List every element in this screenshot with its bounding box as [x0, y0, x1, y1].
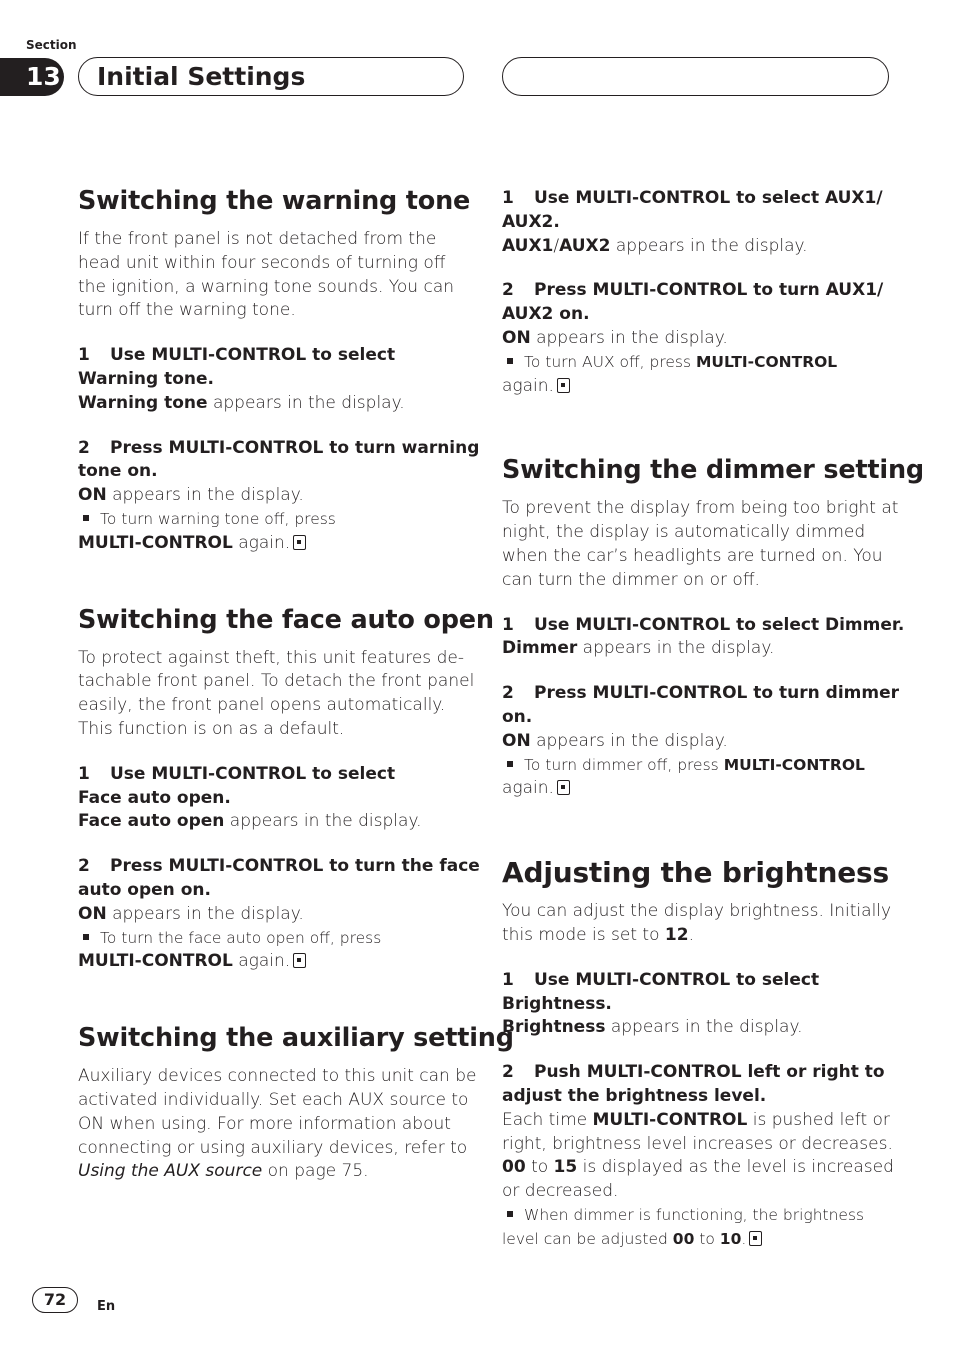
range-max: 10 — [719, 1229, 742, 1248]
note-keyword: MULTI-CONTROL — [696, 352, 838, 371]
result-keyword: ON — [78, 903, 107, 924]
result-text: appears in the display. — [610, 235, 808, 256]
bullet-square-icon — [83, 934, 89, 940]
heading-face-auto-open: Switching the face auto open — [78, 604, 494, 635]
result-text: appears in the display. — [224, 811, 422, 832]
heading-warning-tone: Switching the warning tone — [78, 186, 471, 216]
step-2-result — [78, 484, 466, 508]
intro-paragraph — [78, 1065, 477, 1184]
result-keyword: Warning tone — [78, 392, 208, 413]
section-aux-steps — [502, 187, 890, 398]
cross-reference: Using the AUX source — [78, 1161, 263, 1182]
step-2 — [78, 855, 480, 879]
step-number: 2 — [502, 683, 514, 704]
note-text: again. — [502, 778, 554, 799]
note-text: To turn the face auto open off, press — [100, 928, 382, 947]
result-text: appears in the display. — [605, 1017, 803, 1038]
section-warning-tone — [78, 183, 480, 556]
step-2-cont: auto open on. — [78, 879, 211, 900]
step-1-cont: AUX2. — [502, 211, 560, 232]
note-cont — [502, 375, 890, 399]
intro-line: activated individually. Set each AUX source to — [78, 1089, 469, 1110]
result-keyword: AUX2 — [559, 235, 611, 256]
step-text: Use MULTI-CONTROL to select Dimmer. — [534, 614, 905, 635]
intro-line: connecting or using auxiliary devices, refer to — [78, 1137, 468, 1158]
range-min: 00 — [672, 1229, 695, 1248]
note-cont — [78, 532, 466, 556]
end-mark-icon — [749, 1231, 762, 1246]
end-mark-icon — [293, 953, 306, 968]
intro-line: easily, the front panel opens automatically. — [78, 695, 446, 716]
intro-line: To prevent the display from being too bright at — [502, 498, 899, 519]
intro-line: To protect against theft, this unit features de- — [78, 647, 464, 668]
result-keyword: ON — [78, 485, 107, 506]
intro-line: tachable front panel. To detach the front panel — [78, 671, 475, 692]
bullet-square-icon — [507, 1211, 513, 1217]
step-2 — [502, 1061, 890, 1085]
step-number: 2 — [502, 280, 514, 301]
body-line — [502, 1109, 890, 1133]
result-text: appears in the display. — [530, 327, 728, 348]
intro-text: this mode is set to — [502, 924, 665, 945]
end-mark-icon — [293, 535, 306, 550]
step-1 — [78, 344, 466, 368]
note — [502, 1204, 890, 1228]
note — [502, 754, 890, 778]
result-keyword: Dimmer — [502, 638, 578, 659]
intro-line: Auxiliary devices connected to this unit can be — [78, 1066, 477, 1087]
note — [78, 508, 466, 532]
heading-brightness: Adjusting the brightness — [502, 856, 889, 890]
step-text: Push MULTI-CONTROL left or right to — [534, 1062, 885, 1083]
intro-line: ON when using. For more information about — [78, 1113, 451, 1134]
step-2-cont: AUX2 on. — [502, 304, 590, 325]
intro-line: You can adjust the display brightness. Initially — [502, 901, 892, 922]
intro-line — [502, 924, 890, 948]
step-1-cont: Warning tone. — [78, 368, 215, 389]
body-text: is displayed as the level is increased — [577, 1157, 894, 1178]
step-text: Use MULTI-CONTROL to select AUX1/ — [534, 188, 883, 208]
note-cont — [502, 1228, 890, 1252]
intro-line: the ignition, a warning tone sounds. You can — [78, 276, 455, 297]
result-text: appears in the display. — [106, 903, 304, 924]
section-brightness — [502, 855, 894, 1251]
note-keyword: MULTI-CONTROL — [723, 755, 865, 774]
result-text: appears in the display. — [207, 392, 405, 413]
step-2-result — [78, 903, 466, 927]
step-number: 1 — [502, 969, 514, 990]
note-text: When dimmer is functioning, the brightness — [524, 1205, 865, 1224]
note — [502, 351, 890, 375]
body-text: is pushed left or — [747, 1109, 890, 1130]
note-text: to — [694, 1229, 720, 1248]
step-1-cont: Face auto open. — [78, 787, 231, 808]
intro-line: turn off the warning tone. — [78, 300, 296, 321]
body-text: Each time — [502, 1109, 593, 1130]
note-text: To turn AUX off, press — [524, 352, 696, 371]
end-mark-icon — [557, 378, 570, 393]
right-column — [502, 187, 924, 1252]
step-2-cont: on. — [502, 706, 533, 727]
note-text: level can be adjusted — [502, 1229, 673, 1248]
body-line — [502, 1156, 894, 1180]
result-text: appears in the display. — [577, 638, 775, 659]
step-1-result — [78, 392, 466, 416]
step-1-result — [502, 637, 890, 661]
result-keyword: Brightness — [502, 1017, 606, 1038]
intro-line: when the car’s headlights are turned on. You — [502, 545, 883, 566]
step-number: 1 — [502, 188, 514, 208]
intro-line — [78, 1160, 466, 1184]
step-text: Use MULTI-CONTROL to select — [110, 763, 396, 784]
bullet-square-icon — [83, 515, 89, 521]
note-text: . — [741, 1229, 747, 1248]
step-text: Press MULTI-CONTROL to turn AUX1/ — [534, 280, 884, 301]
step-1 — [502, 187, 890, 211]
note-keyword: MULTI-CONTROL — [78, 532, 233, 553]
step-2-result — [502, 327, 890, 351]
step-2-result — [502, 730, 890, 754]
intro-paragraph — [502, 900, 890, 948]
section-title: Initial Settings — [78, 57, 464, 96]
bullet-square-icon — [507, 761, 513, 767]
result-text: appears in the display. — [530, 730, 728, 751]
body-keyword: MULTI-CONTROL — [592, 1109, 748, 1130]
range-max: 15 — [553, 1157, 578, 1178]
step-1-result — [78, 810, 466, 834]
section-face-auto-open — [78, 602, 494, 975]
note-text: To turn dimmer off, press — [524, 755, 724, 774]
step-number: 1 — [78, 763, 90, 784]
page-number: 72 — [32, 1287, 78, 1313]
intro-paragraph — [78, 228, 466, 323]
intro-paragraph — [78, 647, 475, 742]
step-text: Press MULTI-CONTROL to turn warning — [110, 437, 480, 458]
default-value: 12 — [664, 924, 689, 945]
step-text: Use MULTI-CONTROL to select — [110, 345, 396, 366]
intro-text: . — [688, 924, 694, 945]
step-1-result — [502, 1016, 890, 1040]
note-text: again. — [232, 532, 291, 553]
range-min: 00 — [502, 1157, 526, 1178]
intro-line: If the front panel is not detached from the — [78, 229, 437, 249]
result-keyword: Face auto open — [78, 811, 225, 832]
body-line: right, brightness level increases or decreases. — [502, 1133, 893, 1154]
intro-line: This function is on as a default. — [78, 718, 345, 739]
step-1-cont: Brightness. — [502, 993, 612, 1014]
step-2-cont: tone on. — [78, 461, 158, 482]
result-text: appears in the display. — [106, 485, 304, 506]
section-dimmer — [502, 452, 924, 801]
note-keyword: MULTI-CONTROL — [78, 951, 233, 972]
result-separator: / — [553, 235, 560, 256]
intro-line: night, the display is automatically dimmed — [502, 522, 866, 543]
note-text: again. — [232, 951, 291, 972]
step-number: 2 — [78, 437, 90, 458]
step-2-cont: adjust the brightness level. — [502, 1085, 767, 1106]
header-blank-pill — [502, 57, 889, 96]
step-text: Press MULTI-CONTROL to turn dimmer — [534, 683, 899, 704]
note-text: To turn warning tone off, press — [100, 509, 336, 528]
heading-dimmer: Switching the dimmer setting — [502, 455, 924, 486]
step-text: Press MULTI-CONTROL to turn the face — [110, 856, 480, 877]
body-line: or decreased. — [502, 1181, 619, 1202]
step-1 — [78, 763, 466, 787]
note — [78, 927, 466, 951]
result-keyword: ON — [502, 730, 531, 751]
note-cont — [502, 777, 890, 801]
language-code: En — [97, 1299, 116, 1314]
intro-line: can turn the dimmer on or off. — [502, 569, 760, 590]
intro-line: head unit within four seconds of turning off — [78, 252, 446, 273]
step-number: 2 — [502, 1062, 514, 1083]
intro-paragraph — [502, 497, 899, 592]
step-2 — [502, 682, 899, 706]
step-number: 2 — [78, 856, 90, 877]
bullet-square-icon — [507, 358, 513, 364]
section-label: Section — [26, 38, 77, 52]
step-number: 1 — [502, 614, 514, 635]
intro-text: on page 75. — [262, 1161, 369, 1182]
end-mark-icon — [557, 780, 570, 795]
note-cont — [78, 950, 466, 974]
step-number: 1 — [78, 345, 90, 366]
step-2 — [502, 279, 890, 303]
step-1 — [502, 969, 890, 993]
result-keyword: ON — [502, 327, 531, 348]
step-2 — [78, 437, 480, 461]
section-number-tab: 13 — [0, 58, 64, 96]
step-1 — [502, 614, 905, 638]
heading-auxiliary: Switching the auxiliary setting — [78, 1023, 514, 1054]
note-text: again. — [502, 375, 554, 396]
body-text: to — [525, 1157, 554, 1178]
step-text: Use MULTI-CONTROL to select — [534, 969, 820, 990]
step-1-result — [502, 235, 890, 259]
result-keyword: AUX1 — [502, 235, 554, 256]
